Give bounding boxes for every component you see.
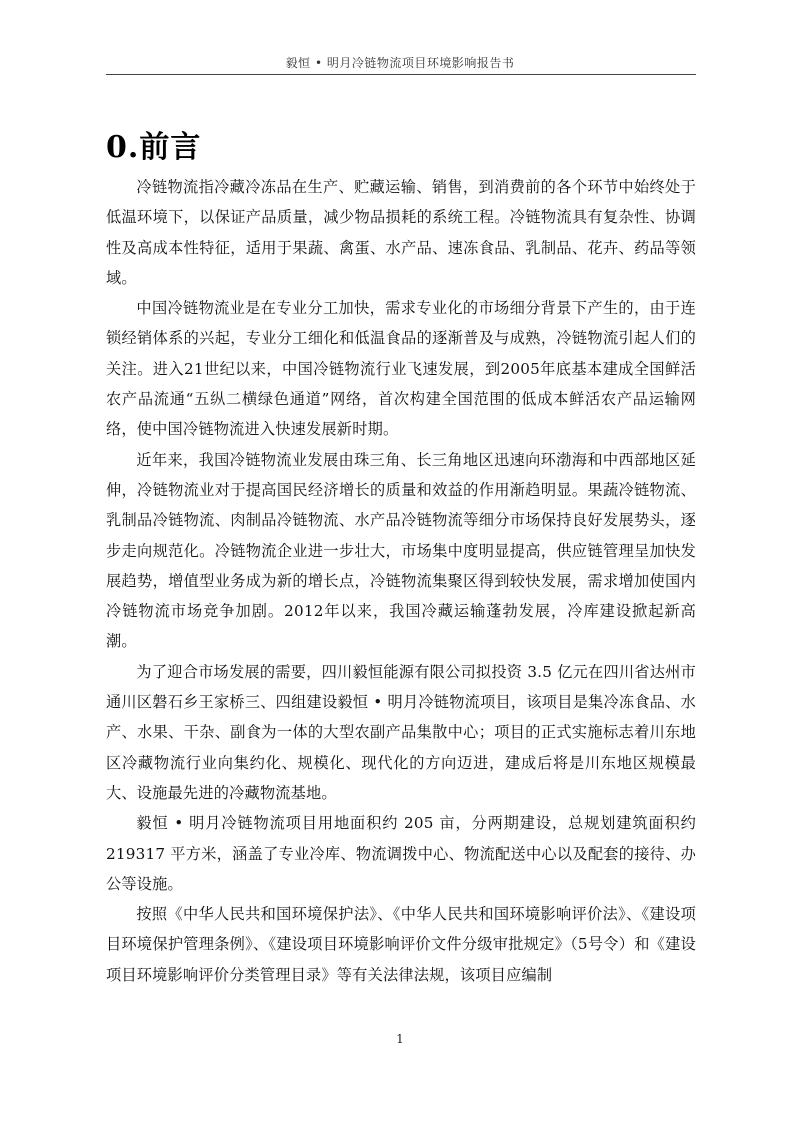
header-divider — [106, 74, 696, 75]
paragraph-china-industry: 中国冷链物流业是在专业分工加快，需求专业化的市场细分背景下产生的，由于连锁经销体系的兴起，专业分工细化和低温食品的逐渐普及与成熟，冷链物流引起人们的关注。进入21世纪以来，中国冷链物流行业飞速发展，到2005年底基本建成全国鲜活农产品流通“五纵二横绿色通道”网络，首次构建全国范围的低成本鲜活农产品运输网络，使中国冷链物流进入快速发展新时期。 — [106, 299, 696, 439]
paragraph-intro: 冷链物流指冷藏冷冻品在生产、贮藏运输、销售，到消费前的各个环节中始终处于低温环境下，以保证产品质量，减少物品损耗的系统工程。冷链物流具有复杂性、协调性及高成本性特征，适用于果蔬、禽蛋、水产品、速冻食品、乳制品、花卉、药品等领域。 — [106, 178, 696, 287]
paragraph-project-scale: 毅恒 • 明月冷链物流项目用地面积约 205 亩，分两期建设，总规划建筑面积约 219317 平方米，涵盖了专业冷库、物流调拨中心、物流配送中心以及配套的接待、办公等设施。 — [106, 814, 696, 893]
paragraph-recent-years: 近年来，我国冷链物流业发展由珠三角、长三角地区迅速向环渤海和中西部地区延伸，冷链物流业对于提高国民经济增长的质量和效益的作用渐趋明显。果蔬冷链物流、乳制品冷链物流、肉制品冷链物流、水产品冷链物流等细分市场保持良好发展势头，逐步走向规范化。冷链物流企业进一步壮大，市场集中度明显提高，供应链管理呈加快发展趋势，增值型业务成为新的增长点，冷链物流集聚区得到较快发展，需求增加使国内冷链物流市场竞争加剧。2012年以来，我国冷藏运输蓬勃发展，冷库建设掀起新高潮。 — [106, 450, 696, 651]
page-number: 1 — [396, 1032, 404, 1046]
paragraph-project: 为了迎合市场发展的需要，四川毅恒能源有限公司拟投资 3.5 亿元在四川省达州市通川区磐石乡王家桥三、四组建设毅恒 • 明月冷链物流项目，该项目是集冷冻食品、水产、水果、干杂、副食为一体的大型农副产品集散中心；项目的正式实施标志着川东地区冷藏物流行业向集约化、规模化、现代化的方向迈进，建成后将是川东地区规模最大、设施最先进的冷藏物流基地。 — [106, 662, 696, 802]
running-header: 毅恒 • 明月冷链物流项目环境影响报告书 — [285, 56, 515, 70]
body-text — [106, 172, 696, 990]
paragraph-legal-basis: 按照《中华人民共和国环境保护法》、《中华人民共和国环境影响评价法》、《建设项目环境保护管理条例》、《建设项目环境影响评价文件分级审批规定》（5号令）和《建设项目环境影响评价分类管理目录》等有关法律法规，该项目应编制 — [106, 905, 696, 984]
section-heading: 0.前言 — [106, 130, 202, 165]
